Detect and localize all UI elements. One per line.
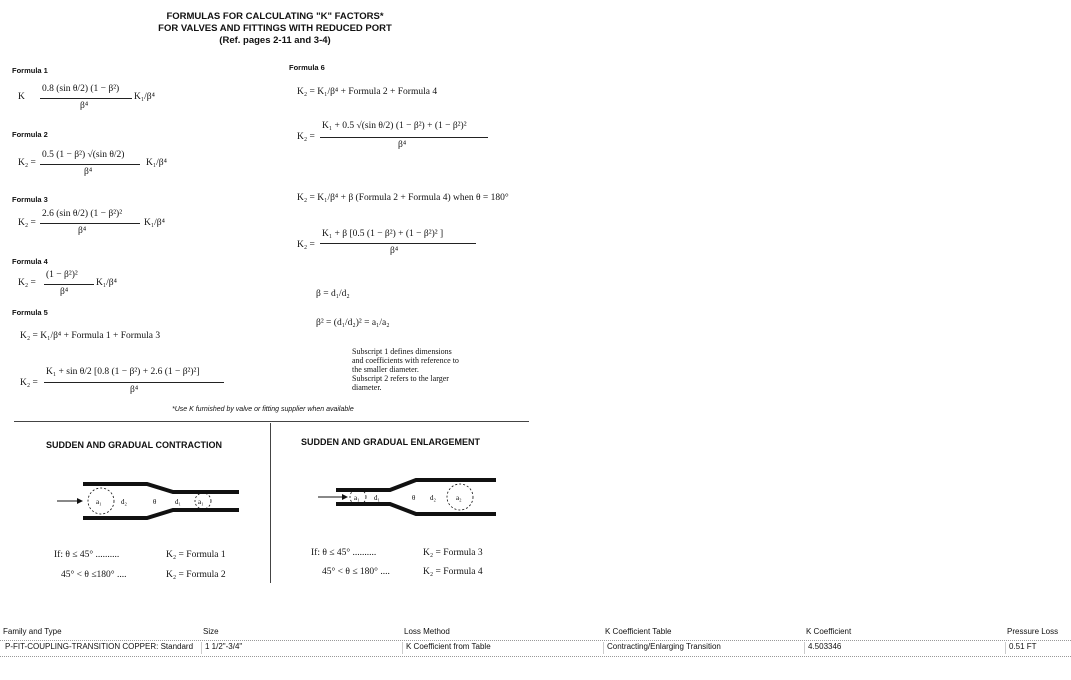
subscript-note	[352, 347, 459, 392]
label-d1: d₁	[374, 494, 380, 502]
label-a1: a₁	[96, 498, 102, 506]
contraction-result-2: K₂ = Formula 2	[166, 570, 226, 580]
formula-4-lhs: K₂ =	[18, 278, 36, 288]
cell-size[interactable]: 1 1/2"-3/4"	[201, 642, 242, 654]
enlargement-title: SUDDEN AND GRADUAL ENLARGEMENT	[301, 437, 481, 447]
contraction-result-1: K₂ = Formula 1	[166, 550, 226, 560]
header-k-coefficient[interactable]: K Coefficient	[806, 627, 852, 636]
header-size[interactable]: Size	[203, 627, 219, 636]
formula-1-fraction-bar	[40, 98, 132, 99]
formula-6-line-4-bar	[320, 243, 476, 244]
label-theta: θ	[412, 494, 416, 502]
contraction-title: SUDDEN AND GRADUAL CONTRACTION	[46, 440, 222, 450]
fitting-properties-table	[0, 625, 1071, 657]
subscript-note-line-2: and coefficients with reference to	[352, 356, 459, 365]
formula-6-line-3: K₂ = K₁/β⁴ + β (Formula 2 + Formula 4) when θ = 180°	[297, 193, 509, 203]
formula-5-lhs: K₂ =	[20, 378, 38, 388]
formula-1-numerator: 0.8 (sin θ/2) (1 − β²)	[42, 84, 120, 94]
column-divider	[270, 423, 271, 583]
formula-4-rhs: K₁/β⁴	[96, 278, 117, 288]
contraction-condition-2: 45° < θ ≤180° ....	[61, 570, 127, 580]
table-header-row	[0, 625, 1071, 641]
formula-2-lhs: K₂ =	[18, 158, 36, 168]
label-a2: a₁	[198, 498, 204, 506]
cell-pressure-loss[interactable]: 0.51 FT	[1005, 642, 1037, 654]
formula-4-numerator: (1 − β²)²	[46, 270, 78, 280]
header-loss-method[interactable]: Loss Method	[404, 627, 450, 636]
figure-title	[140, 11, 410, 47]
enlargement-condition-1: If: θ ≤ 45° ..........	[311, 548, 377, 558]
subscript-note-line-1: Subscript 1 defines dimensions	[352, 347, 452, 356]
header-k-coefficient-table[interactable]: K Coefficient Table	[605, 627, 672, 636]
formula-2-numerator: 0.5 (1 − β²) √(sin θ/2)	[42, 150, 125, 160]
formula-2-label: Formula 2	[12, 130, 48, 139]
formula-1-lhs: K	[18, 92, 25, 102]
formula-6-line-1: K₂ = K₁/β⁴ + Formula 2 + Formula 4	[297, 87, 438, 97]
formula-6-line-2-numerator: K₁ + 0.5 √(sin θ/2) (1 − β²) + (1 − β²)²	[322, 121, 467, 131]
formula-6-line-4-denominator: β⁴	[390, 246, 399, 256]
formula-1-rhs: K₁/β⁴	[134, 92, 155, 102]
formula-5-numerator: K₁ + sin θ/2 [0.8 (1 − β²) + 2.6 (1 − β²)²]	[46, 367, 200, 377]
label-d2: d₂	[121, 498, 127, 506]
formula-3-numerator: 2.6 (sin θ/2) (1 − β²)²	[42, 209, 123, 219]
subscript-note-line-3: the smaller diameter.	[352, 365, 419, 374]
formula-5-denominator: β⁴	[130, 385, 139, 395]
formula-4-label: Formula 4	[12, 257, 48, 266]
label-d2: d₂	[430, 494, 436, 502]
beta-definition: β = d₁/d₂	[316, 289, 350, 299]
formula-4-denominator: β⁴	[60, 287, 69, 297]
formula-6-line-4-numerator: K₁ + β [0.5 (1 − β²) + (1 − β²)² ]	[322, 229, 444, 239]
formula-5-fraction-bar	[44, 382, 224, 383]
flow-arrow-head	[77, 498, 83, 504]
title-line-3: (Ref. pages 2-11 and 3-4)	[219, 35, 331, 46]
subscript-note-line-5: diameter.	[352, 383, 382, 392]
pipe-bottom-wall	[83, 510, 239, 518]
label-a1: a₁	[354, 494, 360, 502]
formula-1-label: Formula 1	[12, 66, 48, 75]
contraction-condition-1: If: θ ≤ 45° ..........	[54, 550, 120, 560]
formula-3-denominator: β⁴	[78, 226, 87, 236]
beta-squared-definition: β² = (d₁/d₂)² = a₁/a₂	[316, 318, 390, 328]
enlargement-result-2: K₂ = Formula 4	[423, 567, 483, 577]
formula-6-line-2-lhs: K₂ =	[297, 132, 315, 142]
cell-loss-method[interactable]: K Coefficient from Table	[402, 642, 491, 654]
enlargement-result-1: K₂ = Formula 3	[423, 548, 483, 558]
formula-1-denominator: β⁴	[80, 101, 89, 111]
enlargement-condition-2: 45° < θ ≤ 180° ....	[322, 567, 390, 577]
formula-6-line-2-denominator: β⁴	[398, 140, 407, 150]
label-d1: d₁	[175, 498, 181, 506]
header-pressure-loss[interactable]: Pressure Loss	[1007, 627, 1059, 636]
label-a2: a₂	[456, 494, 462, 502]
footnote: *Use K furnished by valve or fitting supplier when available	[172, 406, 354, 413]
formula-4-fraction-bar	[44, 284, 94, 285]
enlargement-diagram	[316, 474, 506, 520]
formula-5-label: Formula 5	[12, 308, 48, 317]
contraction-diagram	[55, 478, 245, 524]
table-row[interactable]	[0, 641, 1071, 657]
formula-2-denominator: β⁴	[84, 167, 93, 177]
formula-2-fraction-bar	[40, 164, 140, 165]
formula-6-line-2-bar	[320, 137, 488, 138]
header-family-and-type[interactable]: Family and Type	[3, 627, 62, 636]
formula-3-lhs: K₂ =	[18, 218, 36, 228]
reference-figure	[0, 0, 540, 600]
formula-6-label: Formula 6	[289, 63, 325, 72]
cell-k-coefficient[interactable]: 4.503346	[804, 642, 841, 654]
subscript-note-line-4: Subscript 2 refers to the larger	[352, 374, 449, 383]
formula-6-line-4-lhs: K₂ =	[297, 240, 315, 250]
section-divider	[14, 421, 529, 422]
pipe-top-wall	[336, 480, 496, 490]
flow-arrow-head	[342, 494, 348, 500]
formula-3-rhs: K₁/β⁴	[144, 218, 165, 228]
formula-5-line-1: K₂ = K₁/β⁴ + Formula 1 + Formula 3	[20, 331, 161, 341]
pipe-top-wall	[83, 484, 239, 492]
formula-3-label: Formula 3	[12, 195, 48, 204]
formula-3-fraction-bar	[40, 223, 140, 224]
cell-family-and-type[interactable]: P-FIT-COUPLING-TRANSITION COPPER: Standard	[5, 642, 194, 651]
title-line-2: FOR VALVES AND FITTINGS WITH REDUCED PORT	[158, 23, 392, 34]
cell-k-coefficient-table[interactable]: Contracting/Enlarging Transition	[603, 642, 721, 654]
pipe-bottom-wall	[336, 504, 496, 514]
title-line-1: FORMULAS FOR CALCULATING "K" FACTORS*	[166, 11, 384, 22]
formula-2-rhs: K₁/β⁴	[146, 158, 167, 168]
label-theta: θ	[153, 498, 157, 506]
